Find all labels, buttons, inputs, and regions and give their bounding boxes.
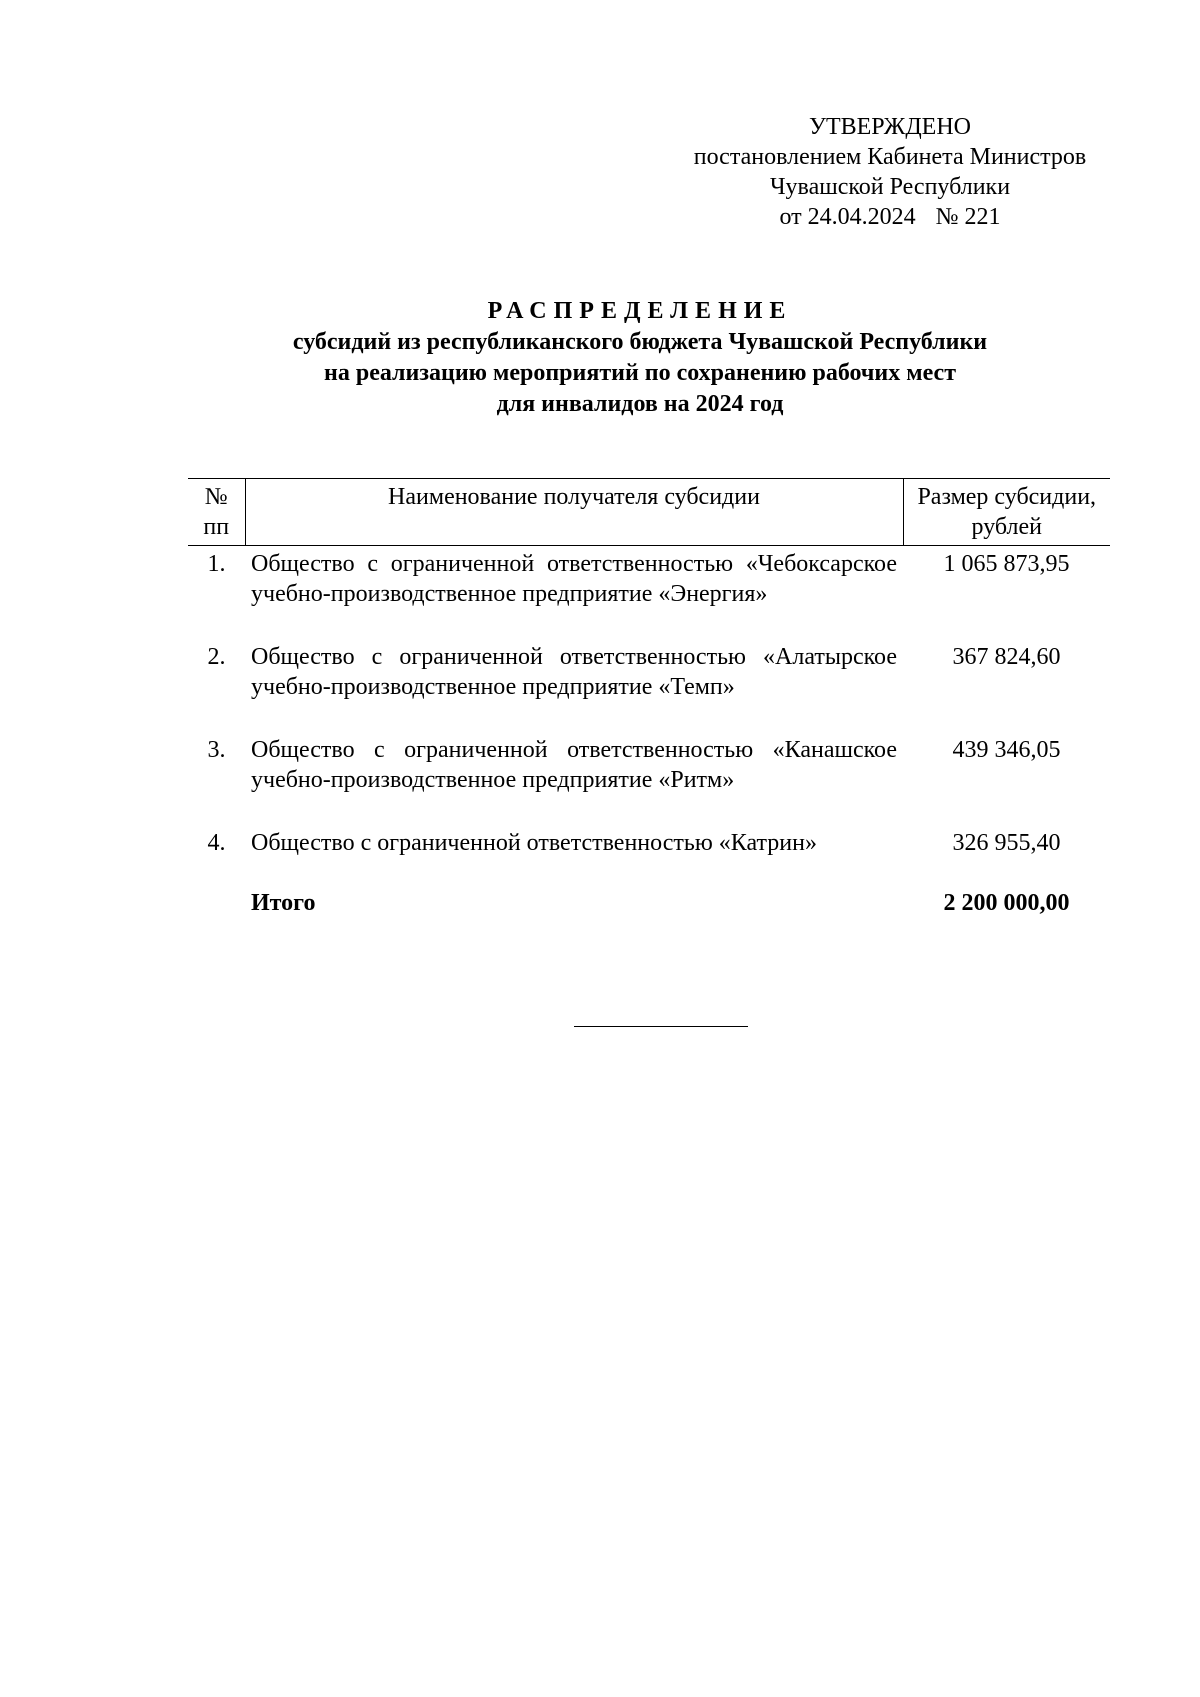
- subsidy-table: [188, 478, 1110, 918]
- row-recipient: Общество с ограниченной ответственностью «Чебоксарское учебно-производственное предприятие «Энергия»: [251, 551, 897, 607]
- title-line-1: субсидий из республиканского бюджета Чувашской Республики: [292, 329, 988, 355]
- header-amount-line-2: рублей: [971, 514, 1042, 540]
- closing-rule: [574, 1026, 748, 1027]
- document-title: [160, 296, 1120, 420]
- approval-region: Чувашской Республики: [769, 174, 1011, 200]
- row-amount: 326 955,40: [952, 830, 1061, 856]
- title-line-2: на реализацию мероприятий по сохранению рабочих мест: [324, 360, 956, 386]
- row-number: 4.: [207, 830, 226, 856]
- row-recipient: Общество с ограниченной ответственностью «Алатырское учебно-производственное предприятие «Темп»: [251, 644, 897, 700]
- header-number-line-2: пп: [203, 514, 230, 540]
- approval-stamp: [660, 112, 1120, 232]
- header-amount: [903, 479, 1110, 546]
- row-number: 2.: [207, 644, 226, 670]
- row-amount: 439 346,05: [952, 737, 1061, 763]
- row-recipient: Общество с ограниченной ответственностью «Катрин»: [251, 830, 817, 856]
- total-spacer: [188, 888, 245, 918]
- total-label: Итого: [251, 890, 316, 916]
- table-header-row: [188, 479, 1110, 546]
- header-number-line-1: №: [204, 484, 228, 510]
- row-amount: 1 065 873,95: [943, 551, 1070, 577]
- approval-number: № 221: [935, 204, 1001, 230]
- header-amount-line-1: Размер субсидии,: [917, 484, 1097, 510]
- table-row: [188, 732, 1110, 825]
- table-row: [188, 639, 1110, 732]
- title-heading: РАСПРЕДЕЛЕНИЕ: [487, 298, 793, 324]
- table-row: [188, 825, 1110, 888]
- total-row: [188, 888, 1110, 918]
- approval-date-number: [660, 202, 1120, 232]
- row-number: 1.: [207, 551, 226, 577]
- approval-issuer: постановлением Кабинета Министров: [693, 144, 1087, 170]
- row-number: 3.: [207, 737, 226, 763]
- table-row: [188, 546, 1110, 640]
- header-recipient: Наименование получателя субсидии: [245, 479, 903, 546]
- header-number: [188, 479, 245, 546]
- approval-date: от 24.04.2024: [779, 204, 916, 230]
- row-recipient: Общество с ограниченной ответственностью «Канашское учебно-производственное предприятие «Ритм»: [251, 737, 897, 793]
- total-amount: 2 200 000,00: [943, 890, 1070, 916]
- approval-status: УТВЕРЖДЕНО: [808, 114, 972, 140]
- row-amount: 367 824,60: [952, 644, 1061, 670]
- title-line-3: для инвалидов на 2024 год: [496, 391, 784, 417]
